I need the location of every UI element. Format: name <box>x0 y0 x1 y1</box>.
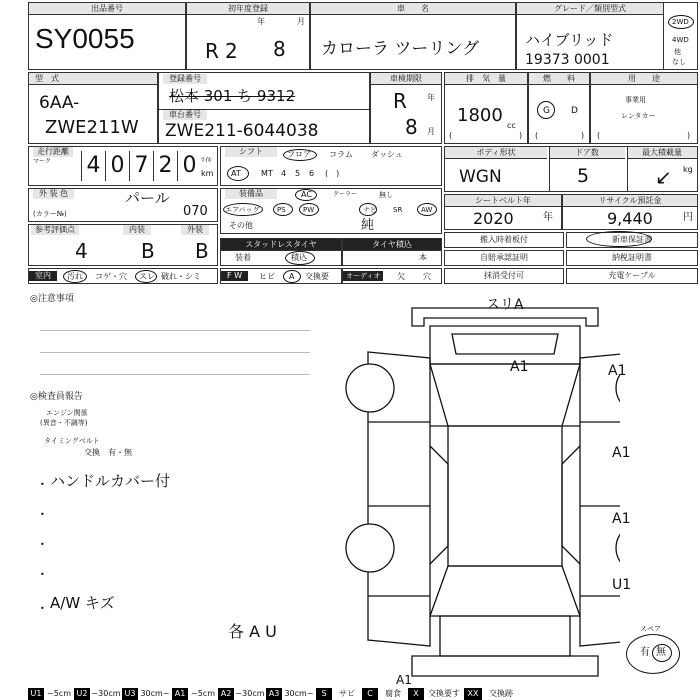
wheel-rear-right <box>616 524 620 572</box>
model-label: 型 式 <box>29 73 157 85</box>
inspection-unit-year: 年 <box>427 93 435 102</box>
spare-yes: 有 <box>640 647 650 658</box>
tire-label: タイヤ積込 <box>343 239 441 251</box>
drive-column <box>663 3 697 69</box>
legend-key: A1 <box>172 688 188 700</box>
purpose-paren-close: ) <box>687 131 691 140</box>
interior-dirt-circle <box>63 270 87 283</box>
diagram-mark-right-door-1: A1 <box>612 445 631 461</box>
mileage-digit: 4 <box>81 151 105 181</box>
bullet-3: • <box>40 540 45 549</box>
purpose-label: 用 途 <box>591 73 697 85</box>
diagram-mark-right-rear: U1 <box>612 577 632 593</box>
mileage-unit-top: ﾏｲﾙ <box>201 156 212 164</box>
displacement-unit: cc <box>507 121 516 130</box>
tire-unit: 本 <box>419 253 427 262</box>
shift-floor: フロア <box>287 150 311 159</box>
shift-gear-6: 6 <box>309 169 315 178</box>
purpose-rental: レンタカー <box>621 112 656 120</box>
fuel-box <box>528 72 590 144</box>
body-type-label: ボディ形状 <box>445 147 547 159</box>
equipment-airbag: エアバッグ <box>225 206 260 214</box>
seatbelt-box <box>444 194 562 230</box>
hood-inner-shape <box>452 334 558 354</box>
legend-text: 30cm~ <box>140 689 170 698</box>
notes-line-2 <box>40 352 310 353</box>
fw-label: F W <box>221 271 248 281</box>
fw-a-circle <box>283 270 301 283</box>
ratings-exterior-label: 外装 <box>181 225 209 235</box>
displacement-label: 排 気 量 <box>445 73 527 85</box>
doors-label: ドア数 <box>549 147 625 159</box>
body-divider-2 <box>627 147 628 191</box>
inspector-line-1: ハンドルカバー付 <box>50 472 171 490</box>
inspection-month: 8 <box>405 115 418 139</box>
shift-mt: MT <box>261 169 273 178</box>
bullet-5: • <box>40 604 45 613</box>
grade-label: グレード／類別型式 <box>517 3 663 15</box>
mileage-unit: km <box>201 169 214 178</box>
legend-text: 30cm~ <box>284 689 314 698</box>
fw-box <box>220 268 342 284</box>
ratings-box <box>28 224 218 266</box>
purpose-business: 事業用 <box>625 96 646 104</box>
equipment-aw-circle <box>417 203 437 216</box>
grade-box <box>516 2 698 70</box>
shift-gear-5: 5 <box>295 169 301 178</box>
shift-floor-circle <box>283 149 317 161</box>
grade-value: ハイブリッド <box>525 31 614 49</box>
spare-label: スペア <box>640 625 661 633</box>
legend-key: X <box>408 688 424 700</box>
ratings-interior: B <box>141 239 155 263</box>
reg-box <box>158 72 370 144</box>
model-value: ZWE211W <box>45 117 139 138</box>
doc-btn-6: 充電ケーブル <box>566 268 698 284</box>
legend-key: S <box>316 688 332 700</box>
shift-at-circle <box>227 166 249 181</box>
studless-box <box>220 238 342 266</box>
equipment-cooler: クーラー <box>333 191 358 198</box>
interior-scuff-circle <box>135 270 157 283</box>
first-reg-box <box>186 2 310 70</box>
capacity-label: 最大積載量 <box>627 147 697 159</box>
studless-loaded-circle <box>285 251 315 265</box>
chassis-value: ZWE211-6044038 <box>165 121 319 141</box>
reg-no-value: 松本 301 ち 9312 <box>169 87 296 105</box>
fuel-g-circle <box>537 101 555 119</box>
model-box <box>28 72 158 144</box>
inspector-signature: 各 A U <box>228 622 277 641</box>
ratings-label: 参考評価点 <box>31 225 79 235</box>
interior-dirt: 汚れ <box>67 272 83 281</box>
audio-label: オーディオ <box>343 271 383 281</box>
fw-a: A <box>289 272 295 281</box>
color-box <box>28 188 218 222</box>
legend-text: サビ <box>339 689 355 698</box>
equipment-airbag-circle <box>223 203 263 216</box>
equipment-ac: AC <box>301 190 312 199</box>
diagram-mark-right-front: A1 <box>608 363 627 379</box>
mileage-digit: 0 <box>177 151 201 181</box>
legend-text: ~30cm <box>235 689 265 698</box>
ratings-exterior: B <box>195 239 209 263</box>
ratings-overall: 4 <box>75 239 88 263</box>
inspector-label: ◎検査員報告 <box>30 392 83 402</box>
tire-box <box>342 238 442 266</box>
stock-no-value: SY0055 <box>35 23 135 54</box>
equipment-sr: SR <box>393 206 403 214</box>
drive-2wd-circle <box>668 15 694 29</box>
equipment-pw-circle <box>299 203 319 216</box>
wheel-rear-left <box>346 524 394 572</box>
diagram-mark-rear: A1 <box>396 673 412 687</box>
equipment-aw: AW <box>421 206 433 214</box>
mileage-label: 走行距離 <box>33 147 73 157</box>
body-divider-1 <box>549 147 550 191</box>
recycle-box <box>562 194 698 230</box>
legend-key: A3 <box>266 688 282 700</box>
audio-missing: 欠 <box>397 272 405 281</box>
displacement-value: 1800 <box>457 105 503 126</box>
legend-key: U3 <box>122 688 138 700</box>
seatbelt-value: 2020 <box>473 209 514 228</box>
inspection-year: R <box>393 89 407 113</box>
equipment-other-value: 純 <box>361 218 375 233</box>
rear-bumper-shape <box>412 656 598 676</box>
equipment-box <box>220 188 442 234</box>
exterior-color-label: 外 装 色 <box>33 189 74 199</box>
car-name-box <box>310 2 516 70</box>
interior-scuff: スレ <box>139 272 155 281</box>
exterior-color-value: パール <box>125 189 170 207</box>
interior-burn: コゲ・穴 <box>95 272 127 281</box>
legend-key: U1 <box>28 688 44 700</box>
trunk-shape <box>440 616 570 656</box>
purpose-box <box>590 72 698 144</box>
shift-at: AT <box>231 169 241 178</box>
first-reg-label: 初年度登録 <box>187 3 309 15</box>
notes-line-1 <box>40 330 310 331</box>
interior-cond-box <box>28 268 218 284</box>
drive-none: なし <box>672 58 686 66</box>
equipment-ps: PS <box>277 206 286 214</box>
drive-other: 他 <box>674 48 681 56</box>
doc-btn-4: 納税証明書 <box>566 250 698 266</box>
legend-text: 交換要す <box>428 689 460 698</box>
studless-mounted: 装着 <box>235 253 251 262</box>
equipment-ps-circle <box>273 203 293 216</box>
recycle-value: 9,440 <box>607 209 653 228</box>
mileage-digit: 7 <box>129 151 153 181</box>
equipment-pw: PW <box>303 206 315 214</box>
seatbelt-label: シートベルト年 <box>445 195 561 207</box>
legend-text: ~5cm <box>191 689 215 698</box>
bullet-2: • <box>40 510 45 519</box>
cabin-side-shapes <box>430 446 580 564</box>
timing-sub: 交換 有・無 <box>84 448 132 457</box>
inspection-box <box>370 72 442 144</box>
notes-line-3 <box>40 374 310 375</box>
shift-label: シフト <box>225 147 277 157</box>
fuel-g: G <box>543 106 550 116</box>
body-box <box>444 146 698 192</box>
equipment-ac-circle <box>295 189 317 201</box>
legend-text: ~30cm <box>91 689 121 698</box>
doors-value: 5 <box>577 165 590 187</box>
drive-2wd: 2WD <box>672 18 689 26</box>
displacement-paren-open: ( <box>449 131 453 140</box>
reg-no-label: 登録番号 <box>163 74 207 84</box>
interior-tear: 破れ・シミ <box>161 272 201 281</box>
shift-dash: ダッシュ <box>371 150 403 159</box>
spare-no: 無 <box>656 647 666 658</box>
equipment-navi-circle <box>359 203 377 216</box>
hood-shape <box>430 326 580 364</box>
damage-legend <box>28 688 698 700</box>
bullet-4: • <box>40 570 45 579</box>
audio-box <box>342 268 442 284</box>
legend-key: A2 <box>218 688 234 700</box>
model-prefix: 6AA- <box>39 93 80 113</box>
first-reg-era: R <box>205 39 219 63</box>
wheel-front-left <box>346 364 394 412</box>
displacement-box <box>444 72 528 144</box>
inspection-unit-month: 月 <box>427 127 435 136</box>
interior-cond-label: 室内 <box>29 271 57 281</box>
recycle-unit: 円 <box>683 212 693 223</box>
grade-code: 19373 0001 <box>525 52 610 68</box>
inspector-line-5: A/W キズ <box>50 594 115 612</box>
legend-text: 腐食 <box>385 689 401 698</box>
doc-btn-3: 自賠承認証明 <box>444 250 564 266</box>
fuel-label: 燃 料 <box>529 73 589 85</box>
doc-btn-1: 搬入時着板付 <box>444 232 564 248</box>
spare-no-circle <box>652 644 672 662</box>
legend-text: ~5cm <box>47 689 71 698</box>
body-outline <box>368 352 620 646</box>
doc-btn-5: 抹消受付可 <box>444 268 564 284</box>
fw-replace: 交換要 <box>305 272 329 281</box>
engine-label: エンジン関係 <box>46 409 88 417</box>
inspection-label: 車検期限 <box>371 73 441 85</box>
mileage-digit: 0 <box>105 151 129 181</box>
equipment-navi: ナビ <box>363 206 377 214</box>
fuel-paren-close: ) <box>581 131 585 140</box>
first-reg-unit-year: 年 <box>257 17 265 26</box>
shift-column: コラム <box>329 150 353 159</box>
legend-key: U2 <box>74 688 90 700</box>
recycle-label: リサイクル預託金 <box>563 195 697 207</box>
doc-btn-2-circle <box>586 231 652 247</box>
capacity-unit: kg <box>683 165 693 174</box>
timing-label: タイミングベルト <box>44 437 100 445</box>
color-code-value: 070 <box>183 204 208 219</box>
cabin-shape <box>448 426 562 566</box>
mileage-mark-label: マーク <box>33 158 52 165</box>
color-code-label: (カラー№) <box>33 210 67 218</box>
fw-crack: ヒビ <box>259 272 275 281</box>
purpose-paren-open: ( <box>597 131 601 140</box>
shift-paren: ( ) <box>325 169 340 178</box>
windshield-shape <box>430 364 580 426</box>
capacity-value: ↙ <box>655 165 672 189</box>
fuel-paren-open: ( <box>535 131 539 140</box>
displacement-paren-close: ) <box>519 131 523 140</box>
first-reg-year: 2 <box>225 39 238 63</box>
mileage-box <box>28 146 218 186</box>
body-type-value: WGN <box>459 167 502 187</box>
studless-loaded: 積込 <box>291 253 307 262</box>
first-reg-unit-month: 月 <box>297 17 305 26</box>
equipment-other-label: その他 <box>229 221 253 230</box>
audio-hole: 穴 <box>423 272 431 281</box>
studless-label: スタッドレスタイヤ <box>221 239 341 251</box>
mileage-digits <box>81 151 201 183</box>
equipment-none: 無し <box>379 191 393 199</box>
stock-no-label: 出品番号 <box>29 3 185 15</box>
bullet-1: • <box>40 480 45 489</box>
legend-key: XX <box>464 688 482 700</box>
seatbelt-unit: 年 <box>543 212 553 223</box>
engine-sub: (異音・不調等) <box>40 419 88 427</box>
mileage-digit: 2 <box>153 151 177 181</box>
legend-text: 交換跡 <box>489 689 513 698</box>
car-name-value: カローラ ツーリング <box>321 39 480 59</box>
shift-gear-4: 4 <box>281 169 287 178</box>
ratings-interior-label: 内装 <box>123 225 151 235</box>
doc-btn-2: 新車保証書 <box>566 232 698 248</box>
diagram-mark-bumper: スリA <box>486 297 524 313</box>
shift-box <box>220 146 442 186</box>
fuel-d: D <box>571 106 578 116</box>
first-reg-month: 8 <box>273 37 286 61</box>
drive-4wd: 4WD <box>672 36 689 44</box>
chassis-label: 車台番号 <box>163 110 207 120</box>
car-name-label: 車 名 <box>311 3 515 15</box>
equipment-label: 装備品 <box>225 189 277 199</box>
legend-key: C <box>362 688 378 700</box>
rear-window-shape <box>430 566 580 616</box>
car-diagram <box>340 296 620 686</box>
diagram-mark-hood: A1 <box>510 359 529 375</box>
notes-label: ◎注意事項 <box>30 294 74 304</box>
diagram-mark-right-door-2: A1 <box>612 511 631 527</box>
stock-no-box <box>28 2 186 70</box>
